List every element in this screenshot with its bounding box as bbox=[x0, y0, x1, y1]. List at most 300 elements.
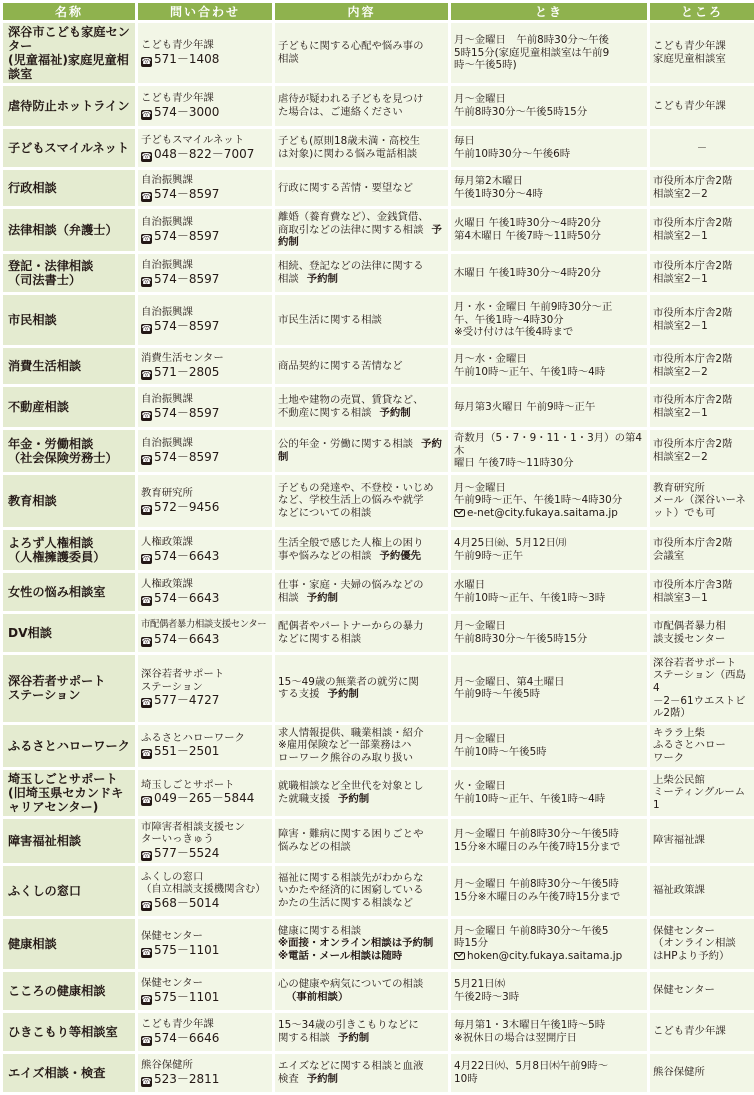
place-cell bbox=[650, 614, 754, 652]
service-name-line: 不動産相談 bbox=[8, 400, 69, 414]
contact-cell bbox=[138, 1013, 272, 1051]
place-line: 市役所本庁舎2階 bbox=[653, 217, 733, 230]
phone-icon: ☎ bbox=[141, 151, 152, 161]
time-line: 月～金曜日 bbox=[454, 733, 506, 746]
content-line: いかたや経済的に困窮している bbox=[278, 884, 424, 897]
service-name-line: 深谷若者サポート bbox=[8, 674, 106, 689]
phone-number-value: 574－6643 bbox=[154, 548, 220, 563]
table-row bbox=[3, 430, 754, 472]
service-name-line: こころの健康相談 bbox=[8, 983, 106, 998]
service-name-line: よろず人権相談 bbox=[8, 535, 94, 550]
phone-number[interactable] bbox=[141, 896, 269, 911]
header-name: 名称 bbox=[3, 3, 135, 20]
service-name-line: エイズ相談・検査 bbox=[8, 1065, 106, 1080]
contact-office: ターいっきゅう bbox=[141, 833, 214, 846]
place-line: －2－61ウエストビ bbox=[653, 694, 746, 707]
contact-office: ふるさとハローワーク bbox=[141, 731, 245, 744]
place-line: キララ上柴 bbox=[653, 726, 705, 739]
content-cell bbox=[275, 475, 448, 527]
contact-cell bbox=[138, 1054, 272, 1092]
service-name-line: 埼玉しごとサポート bbox=[8, 771, 118, 786]
time-line: 5月21日㈬ bbox=[454, 978, 506, 991]
time-line: 午前10時～正午、午後1時～4時 bbox=[454, 366, 606, 378]
contact-office: 自治振興課 bbox=[141, 259, 193, 272]
header-row bbox=[3, 3, 754, 20]
place-line: 市役所本庁舎2階 bbox=[653, 260, 733, 273]
contact-office: 自治振興課 bbox=[141, 174, 193, 187]
place-line: 教育研究所 bbox=[653, 481, 705, 494]
content-line: 検査 bbox=[278, 1072, 299, 1085]
place-line: 相談室2－2 bbox=[653, 450, 708, 463]
phone-number[interactable] bbox=[141, 632, 269, 647]
contact-cell bbox=[138, 614, 272, 652]
content-cell bbox=[275, 972, 448, 1010]
phone-icon: ☎ bbox=[141, 323, 152, 333]
table-row bbox=[3, 655, 754, 722]
contact-cell bbox=[138, 866, 272, 916]
service-name-line: 法律相談（弁護士） bbox=[8, 223, 118, 237]
email-link[interactable] bbox=[454, 950, 644, 963]
place-line: こども青少年課 bbox=[653, 99, 726, 112]
time-line: 奇数月（5・7・9・11・1・3月）の第4木 bbox=[454, 432, 642, 457]
contact-office: 自治振興課 bbox=[141, 437, 193, 450]
place-cell bbox=[650, 430, 754, 472]
reservation-note: （事前相談） bbox=[286, 990, 349, 1003]
phone-number[interactable] bbox=[141, 846, 269, 861]
service-name-cell bbox=[3, 919, 135, 969]
contact-cell bbox=[138, 530, 272, 570]
content-cell bbox=[275, 614, 448, 652]
service-name-line: 女性の悩み相談室 bbox=[8, 584, 106, 599]
table-row bbox=[3, 86, 754, 126]
service-name-cell bbox=[3, 866, 135, 916]
content-line: 健康に関する相談 bbox=[278, 924, 362, 937]
phone-number[interactable] bbox=[141, 319, 269, 334]
time-line: 午前10時～正午、午後1時～3時 bbox=[454, 591, 606, 604]
table-row bbox=[3, 866, 754, 916]
time-cell bbox=[451, 573, 647, 611]
content-cell bbox=[275, 573, 448, 611]
table-row bbox=[3, 1054, 754, 1092]
reservation-note: 予約制 bbox=[278, 438, 442, 463]
place-cell bbox=[650, 348, 754, 384]
service-name-cell bbox=[3, 170, 135, 206]
service-name-line: ひきこもり等相談室 bbox=[8, 1024, 118, 1039]
content-cell bbox=[275, 209, 448, 251]
service-name-cell bbox=[3, 254, 135, 292]
phone-number-value: 574－8597 bbox=[154, 228, 220, 243]
phone-number[interactable] bbox=[141, 693, 269, 708]
phone-icon: ☎ bbox=[141, 233, 152, 243]
phone-number-value: 574－8597 bbox=[154, 405, 220, 420]
phone-number[interactable] bbox=[141, 744, 269, 759]
time-line: 4月25日㈮、5月12日㈪ bbox=[454, 537, 567, 550]
email-link[interactable] bbox=[454, 507, 644, 520]
place-cell bbox=[650, 655, 754, 722]
contact-cell bbox=[138, 475, 272, 527]
phone-number-value: 574－6643 bbox=[154, 590, 220, 605]
service-name-cell bbox=[3, 819, 135, 863]
contact-cell bbox=[138, 170, 272, 206]
time-line: 月～金曜日 午前8時30分～午後5時 bbox=[454, 828, 619, 841]
service-name-line: 子どもスマイルネット bbox=[8, 141, 130, 155]
phone-icon: ☎ bbox=[141, 454, 152, 464]
time-line: 午後1時30分～4時 bbox=[454, 188, 543, 200]
place-line: こども青少年課 bbox=[653, 40, 726, 53]
time-line: 15分※木曜日のみ午後7時15分まで bbox=[454, 840, 621, 853]
contact-cell bbox=[138, 129, 272, 167]
place-cell bbox=[650, 23, 754, 83]
content-line: かたの生活に関する相談など bbox=[278, 897, 414, 910]
phone-number-value: 571－1408 bbox=[154, 51, 220, 66]
time-line: 時15分 bbox=[454, 937, 489, 950]
time-cell bbox=[451, 866, 647, 916]
table-row bbox=[3, 209, 754, 251]
time-line: 時～午後5時) bbox=[454, 59, 517, 72]
phone-number-value: 551－2501 bbox=[154, 744, 220, 759]
content-line: 商品契約に関する苦情など bbox=[278, 359, 403, 372]
contact-office: ステーション bbox=[141, 680, 203, 693]
phone-number[interactable] bbox=[141, 52, 269, 67]
phone-icon: ☎ bbox=[141, 56, 152, 66]
contact-office: 自治振興課 bbox=[141, 306, 193, 319]
table-row bbox=[3, 475, 754, 527]
service-name-cell bbox=[3, 655, 135, 722]
place-cell bbox=[650, 972, 754, 1010]
phone-number[interactable] bbox=[141, 147, 269, 162]
service-name-line: (児童福祉)家庭児童相談室 bbox=[8, 53, 129, 81]
phone-icon: ☎ bbox=[141, 553, 152, 563]
contact-cell bbox=[138, 254, 272, 292]
place-line: 相談室2－2 bbox=[653, 188, 708, 200]
time-cell bbox=[451, 819, 647, 863]
place-line: 福祉政策課 bbox=[653, 884, 705, 897]
table-row bbox=[3, 573, 754, 611]
phone-number[interactable] bbox=[141, 500, 269, 515]
email-address: e-net@city.fukaya.saitama.jp bbox=[467, 507, 618, 520]
content-cell bbox=[275, 919, 448, 969]
phone-number[interactable] bbox=[141, 105, 269, 120]
table-row bbox=[3, 725, 754, 767]
place-line: 深谷若者サポート bbox=[653, 656, 737, 669]
service-name-cell bbox=[3, 387, 135, 427]
place-line: ふるさとハロー bbox=[653, 739, 726, 752]
time-line: 毎月第3火曜日 午前9時～正午 bbox=[454, 400, 596, 413]
contact-office: 保健センター bbox=[141, 976, 203, 989]
phone-number[interactable] bbox=[141, 450, 269, 465]
service-name-line: （人権擁護委員） bbox=[8, 549, 106, 564]
phone-icon: ☎ bbox=[141, 994, 152, 1004]
time-cell bbox=[451, 475, 647, 527]
place-line: 相談室2－2 bbox=[653, 366, 708, 378]
phone-icon: ☎ bbox=[141, 410, 152, 420]
time-cell bbox=[451, 1054, 647, 1092]
phone-number[interactable] bbox=[141, 591, 269, 606]
place-line: 相談室2－1 bbox=[653, 320, 708, 332]
service-name-line: (旧埼玉県セカンドキャリアセンター) bbox=[8, 785, 124, 814]
place-line: （オンライン相談 bbox=[653, 937, 736, 950]
table-row bbox=[3, 129, 754, 167]
service-name-line: 深谷市こども家庭センター bbox=[8, 25, 130, 53]
content-line: ※雇用保険など一部業務はハ bbox=[278, 739, 412, 752]
content-line: ローワーク熊谷のみ取り扱い bbox=[278, 751, 414, 764]
contact-cell bbox=[138, 770, 272, 816]
time-cell bbox=[451, 23, 647, 83]
header-content: 内容 bbox=[275, 3, 448, 20]
content-cell bbox=[275, 1013, 448, 1051]
reservation-note: 予約制 bbox=[306, 273, 338, 285]
table-row bbox=[3, 919, 754, 969]
time-line: 木曜日 午後1時30分～4時20分 bbox=[454, 266, 601, 279]
time-cell bbox=[451, 430, 647, 472]
phone-icon: ☎ bbox=[141, 749, 152, 759]
content-line: する支援 bbox=[278, 688, 320, 701]
contact-office: 市障害者相談支援セン bbox=[141, 820, 245, 833]
place-cell bbox=[650, 387, 754, 427]
time-line: 10時 bbox=[454, 1072, 478, 1085]
content-cell bbox=[275, 770, 448, 816]
phone-number[interactable] bbox=[141, 365, 269, 380]
reservation-note: 予約制 bbox=[379, 407, 411, 419]
service-name-line: 教育相談 bbox=[8, 493, 57, 508]
place-line: 障害福祉課 bbox=[653, 834, 705, 847]
place-cell bbox=[650, 86, 754, 126]
place-cell bbox=[650, 254, 754, 292]
phone-number-value: 574－8597 bbox=[154, 186, 220, 201]
service-name-line: ステーション bbox=[8, 688, 81, 703]
time-cell bbox=[451, 725, 647, 767]
contact-cell bbox=[138, 655, 272, 722]
contact-cell bbox=[138, 919, 272, 969]
phone-icon: ☎ bbox=[141, 698, 152, 708]
content-cell bbox=[275, 170, 448, 206]
place-line: 会議室 bbox=[653, 549, 685, 562]
service-name-cell bbox=[3, 614, 135, 652]
service-name-cell bbox=[3, 86, 135, 126]
place-cell bbox=[650, 819, 754, 863]
phone-icon: ☎ bbox=[141, 1035, 152, 1045]
place-line: 上柴公民館 bbox=[653, 773, 705, 786]
content-line: 虐待が疑われる子どもを見つけ bbox=[278, 93, 424, 106]
phone-number-value: 574－6646 bbox=[154, 1030, 220, 1045]
place-line: ル2階） bbox=[653, 707, 691, 720]
table-row bbox=[3, 387, 754, 427]
content-line: ※面接・オンライン相談は予約制 bbox=[278, 937, 434, 950]
time-line: 月～金曜日 bbox=[454, 620, 506, 633]
table-row bbox=[3, 295, 754, 345]
time-line: ※祝休日の場合は翌開庁日 bbox=[454, 1031, 578, 1044]
contact-cell bbox=[138, 209, 272, 251]
phone-number-value: 523－2811 bbox=[154, 1071, 220, 1086]
contact-office: 市配偶者暴力相談支援センター bbox=[141, 618, 267, 630]
place-line: ット）でも可 bbox=[653, 507, 716, 520]
service-name-cell bbox=[3, 530, 135, 570]
contact-cell bbox=[138, 819, 272, 863]
content-line: た場合は、ご連絡ください bbox=[278, 106, 403, 118]
phone-number-value: 574－3000 bbox=[154, 104, 220, 119]
place-line: 市配偶者暴力相 bbox=[653, 620, 726, 633]
place-line: 市役所本庁舎2階 bbox=[653, 353, 733, 366]
contact-cell bbox=[138, 348, 272, 384]
place-line: 保健センター bbox=[653, 984, 715, 997]
place-cell bbox=[650, 170, 754, 206]
time-cell bbox=[451, 295, 647, 345]
phone-icon: ☎ bbox=[141, 1076, 152, 1086]
place-cell bbox=[650, 573, 754, 611]
time-line: 曜日 午後7時～11時30分 bbox=[454, 457, 574, 470]
time-line: 月・水・金曜日 午前9時30分～正 bbox=[454, 301, 613, 314]
service-name-line: 障害福祉相談 bbox=[8, 833, 82, 848]
table-row bbox=[3, 170, 754, 206]
mail-icon bbox=[454, 952, 465, 960]
contact-office: 消費生活センター bbox=[141, 352, 224, 365]
phone-icon: ☎ bbox=[141, 109, 152, 119]
time-line: 水曜日 bbox=[454, 579, 486, 592]
time-cell bbox=[451, 530, 647, 570]
contact-cell bbox=[138, 725, 272, 767]
content-line: など、学校生活上の悩みや就学 bbox=[278, 494, 424, 507]
time-cell bbox=[451, 1013, 647, 1051]
content-line: 相談 bbox=[278, 591, 299, 604]
place-line: 保健センター bbox=[653, 924, 715, 937]
phone-icon: ☎ bbox=[141, 636, 152, 646]
content-line: エイズなどに関する相談と血液 bbox=[278, 1060, 424, 1073]
place-cell bbox=[650, 770, 754, 816]
time-line: 午前9時～正午 bbox=[454, 549, 523, 562]
time-line: 午後2時～3時 bbox=[454, 990, 520, 1003]
place-line: ミーティングルーム1 bbox=[653, 786, 746, 811]
place-cell bbox=[650, 1054, 754, 1092]
contact-office: こども青少年課 bbox=[141, 92, 214, 105]
reservation-note: 予約制 bbox=[337, 792, 370, 805]
time-cell bbox=[451, 209, 647, 251]
reservation-note: 予約制 bbox=[327, 688, 359, 701]
phone-number-value: 574－6643 bbox=[154, 631, 220, 646]
content-line: ※電話・メール相談は随時 bbox=[278, 950, 403, 963]
contact-office: 教育研究所 bbox=[141, 486, 193, 499]
phone-number[interactable] bbox=[141, 1072, 269, 1087]
place-cell bbox=[650, 475, 754, 527]
service-name-cell bbox=[3, 972, 135, 1010]
time-line: 15分※木曜日のみ午後7時15分まで bbox=[454, 890, 621, 903]
table-row bbox=[3, 348, 754, 384]
service-name-cell bbox=[3, 348, 135, 384]
time-line: 午前10時30分～午後6時 bbox=[454, 148, 571, 160]
phone-number[interactable] bbox=[141, 229, 269, 244]
time-line: 毎月第2木曜日 bbox=[454, 175, 523, 188]
content-line: 離婚（養育費など）、金銭貸借、 bbox=[278, 211, 429, 224]
service-name-cell bbox=[3, 129, 135, 167]
place-line: 相談室2－1 bbox=[653, 407, 708, 419]
time-cell bbox=[451, 170, 647, 206]
time-cell bbox=[451, 86, 647, 126]
content-line: 障害・難病に関する困りごとや bbox=[278, 828, 424, 841]
contact-office: こども青少年課 bbox=[141, 1017, 214, 1030]
content-line: 土地や建物の売買、賃貸など、 bbox=[278, 394, 424, 407]
contact-office: 熊谷保健所 bbox=[141, 1058, 193, 1071]
place-line: こども青少年課 bbox=[653, 1025, 726, 1038]
time-line: 月～金曜日 午前8時30分～午後 bbox=[454, 34, 609, 47]
content-cell bbox=[275, 387, 448, 427]
content-cell bbox=[275, 295, 448, 345]
time-line: 午前8時30分～午後5時15分 bbox=[454, 632, 588, 645]
content-line: 不動産に関する相談 bbox=[278, 407, 372, 419]
time-line: 月～金曜日、第4土曜日 bbox=[454, 675, 565, 688]
time-line: 午前10時～正午、午後1時～4時 bbox=[454, 792, 606, 805]
content-cell bbox=[275, 86, 448, 126]
content-line: た就職支援 bbox=[278, 792, 330, 805]
place-line: 談支援センター bbox=[653, 632, 726, 645]
time-line: 月～金曜日 bbox=[454, 93, 506, 106]
phone-number[interactable] bbox=[141, 272, 269, 287]
place-line: 相談室3－1 bbox=[653, 591, 708, 604]
service-name-line: 年金・労働相談 bbox=[8, 436, 94, 451]
service-name-line: 市民相談 bbox=[8, 313, 57, 327]
place-line: 市役所本庁舎2階 bbox=[653, 537, 733, 550]
time-line: 4月22日㈫、5月8日㈭午前9時～ bbox=[454, 1060, 608, 1073]
phone-number[interactable] bbox=[141, 187, 269, 202]
content-line: 子ども(原則18歳未満・高校生 bbox=[278, 135, 420, 148]
place-line: － bbox=[696, 141, 708, 154]
service-name-line: 健康相談 bbox=[8, 936, 57, 951]
phone-number[interactable] bbox=[141, 406, 269, 421]
phone-number[interactable] bbox=[141, 549, 269, 564]
service-name-cell bbox=[3, 1013, 135, 1051]
contact-cell bbox=[138, 573, 272, 611]
contact-office: こども青少年課 bbox=[141, 39, 214, 52]
table-row bbox=[3, 819, 754, 863]
service-name-line: （社会保険労務士） bbox=[8, 450, 118, 465]
service-name-line: ふくしの窓口 bbox=[8, 883, 82, 898]
phone-number[interactable] bbox=[141, 791, 269, 806]
service-name-line: 行政相談 bbox=[8, 181, 57, 195]
phone-icon: ☎ bbox=[141, 369, 152, 379]
place-line: 熊谷保健所 bbox=[653, 1066, 705, 1079]
content-line: 15～49歳の無業者の就労に関 bbox=[278, 675, 419, 688]
contact-cell bbox=[138, 295, 272, 345]
content-line: 市民生活に関する相談 bbox=[278, 313, 382, 326]
time-line: 毎月第1・3木曜日午後1時～5時 bbox=[454, 1019, 606, 1032]
content-line: 求人情報提供、職業相談・紹介 bbox=[278, 726, 424, 739]
place-cell bbox=[650, 209, 754, 251]
phone-number[interactable] bbox=[141, 990, 269, 1005]
phone-icon: ☎ bbox=[141, 504, 152, 514]
phone-number-value: 049－265－5844 bbox=[154, 791, 255, 806]
phone-number-value: 577－5524 bbox=[154, 845, 220, 860]
time-cell bbox=[451, 770, 647, 816]
time-cell bbox=[451, 655, 647, 722]
phone-number-value: 577－4727 bbox=[154, 693, 220, 708]
content-line: 商取引などの法律に関する相談 bbox=[278, 223, 424, 236]
content-line: 子どもに関する心配や悩み事の bbox=[278, 40, 424, 53]
service-name-cell bbox=[3, 725, 135, 767]
service-name-cell bbox=[3, 209, 135, 251]
service-name-line: ふるさとハローワーク bbox=[8, 738, 130, 753]
time-cell bbox=[451, 387, 647, 427]
time-line: 月～金曜日 bbox=[454, 481, 506, 494]
time-line: 月～金曜日 午前8時30分～午後5 bbox=[454, 924, 609, 937]
table-row bbox=[3, 1013, 754, 1051]
phone-number[interactable] bbox=[141, 1031, 269, 1046]
contact-office: 人権政策課 bbox=[141, 577, 193, 590]
place-line: メール（深谷いーネ bbox=[653, 494, 746, 507]
time-line: 毎日 bbox=[454, 135, 475, 148]
phone-number[interactable] bbox=[141, 943, 269, 958]
content-line: 子どもの発達や、不登校・いじめ bbox=[278, 481, 434, 494]
content-cell bbox=[275, 1054, 448, 1092]
time-line: 火曜日 午後1時30分～4時20分 bbox=[454, 217, 601, 230]
time-line: 午前9時～正午、午後1時～4時30分 bbox=[454, 494, 623, 507]
